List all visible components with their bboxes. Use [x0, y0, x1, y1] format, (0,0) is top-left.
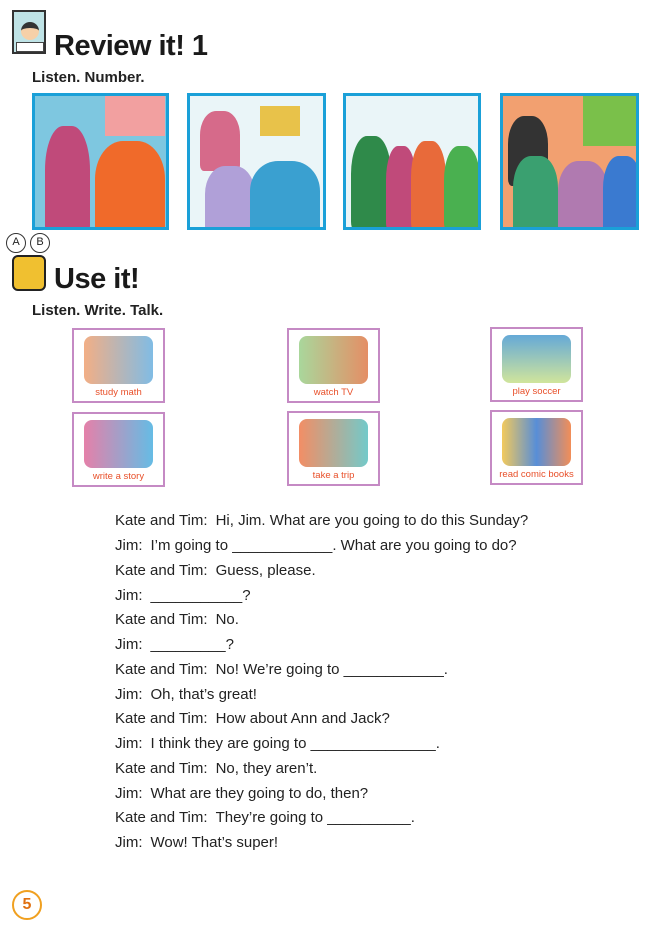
dialogue-line: [115, 611, 239, 628]
dialogue-line: [115, 587, 251, 604]
dialogue-line: [115, 785, 368, 802]
page-number: 5: [12, 890, 42, 920]
dialogue-line: [115, 686, 257, 703]
line-text: No.: [215, 611, 239, 628]
line-text: No! We’re going to ____________.: [215, 661, 448, 678]
line-text: No, they aren’t.: [215, 760, 318, 777]
line-text: How about Ann and Jack?: [215, 710, 390, 727]
speaker: Jim:: [115, 686, 143, 703]
dialogue-line: [115, 834, 278, 851]
speaker: Kate and Tim:: [115, 562, 208, 579]
line-text: Guess, please.: [215, 562, 316, 579]
listening-picture-1: [32, 93, 169, 230]
speaker: Jim:: [115, 587, 143, 604]
dialogue-line: [115, 760, 317, 777]
speaker: Jim:: [115, 785, 143, 802]
dialogue-line: [115, 661, 448, 678]
line-text: I’m going to ____________. What are you going to do?: [150, 537, 517, 554]
listening-picture-3: [343, 93, 481, 230]
line-text: ___________?: [150, 587, 251, 604]
speaker: Jim:: [115, 834, 143, 851]
speaker: Jim:: [115, 735, 143, 752]
line-text: Oh, that’s great!: [150, 686, 257, 703]
card-label: read comic books: [499, 469, 574, 480]
line-text: I think they are going to _______________.: [150, 735, 440, 752]
card-write-story: [72, 412, 165, 487]
card-take-trip: [287, 411, 380, 486]
card-read-comic-books: [490, 410, 583, 485]
speaker: Kate and Tim:: [115, 710, 208, 727]
section-title-use: Use it!: [54, 263, 140, 295]
card-watch-tv: [287, 328, 380, 403]
speaker: Kate and Tim:: [115, 512, 208, 529]
listening-picture-4: [500, 93, 639, 230]
speaker: Jim:: [115, 537, 143, 554]
ab-icon-letter-a: A: [6, 233, 26, 253]
dialogue-line: [115, 710, 390, 727]
ab-icon: [6, 233, 52, 293]
listening-picture-2: [187, 93, 326, 230]
speaker: Kate and Tim:: [115, 760, 208, 777]
line-text: _________?: [150, 636, 234, 653]
dialogue-line: [115, 537, 517, 554]
speaker: Kate and Tim:: [115, 809, 208, 826]
section-title-review: Review it! 1: [54, 30, 208, 62]
dialogue-line: [115, 562, 316, 579]
line-text: Hi, Jim. What are you going to do this Sunday?: [215, 512, 529, 529]
dialogue-line: [115, 512, 528, 529]
speaker: Jim:: [115, 636, 143, 653]
card-label: write a story: [92, 471, 145, 482]
dialogue-line: [115, 809, 415, 826]
card-play-soccer: [490, 327, 583, 402]
card-label: watch TV: [313, 387, 354, 398]
ab-icon-letter-b: B: [30, 233, 50, 253]
card-study-math: [72, 328, 165, 403]
speaker: Kate and Tim:: [115, 661, 208, 678]
review-instruction: Listen. Number.: [32, 69, 145, 86]
card-label: play soccer: [512, 386, 561, 397]
use-instruction: Listen. Write. Talk.: [32, 302, 164, 319]
dialogue-line: [115, 735, 440, 752]
line-text: What are they going to do, then?: [150, 785, 369, 802]
line-text: Wow! That’s super!: [150, 834, 279, 851]
dialogue-line: [115, 636, 234, 653]
line-text: They’re going to __________.: [215, 809, 415, 826]
card-label: take a trip: [312, 470, 355, 481]
speaker: Kate and Tim:: [115, 611, 208, 628]
review-icon: [12, 10, 46, 54]
card-label: study math: [95, 387, 142, 398]
